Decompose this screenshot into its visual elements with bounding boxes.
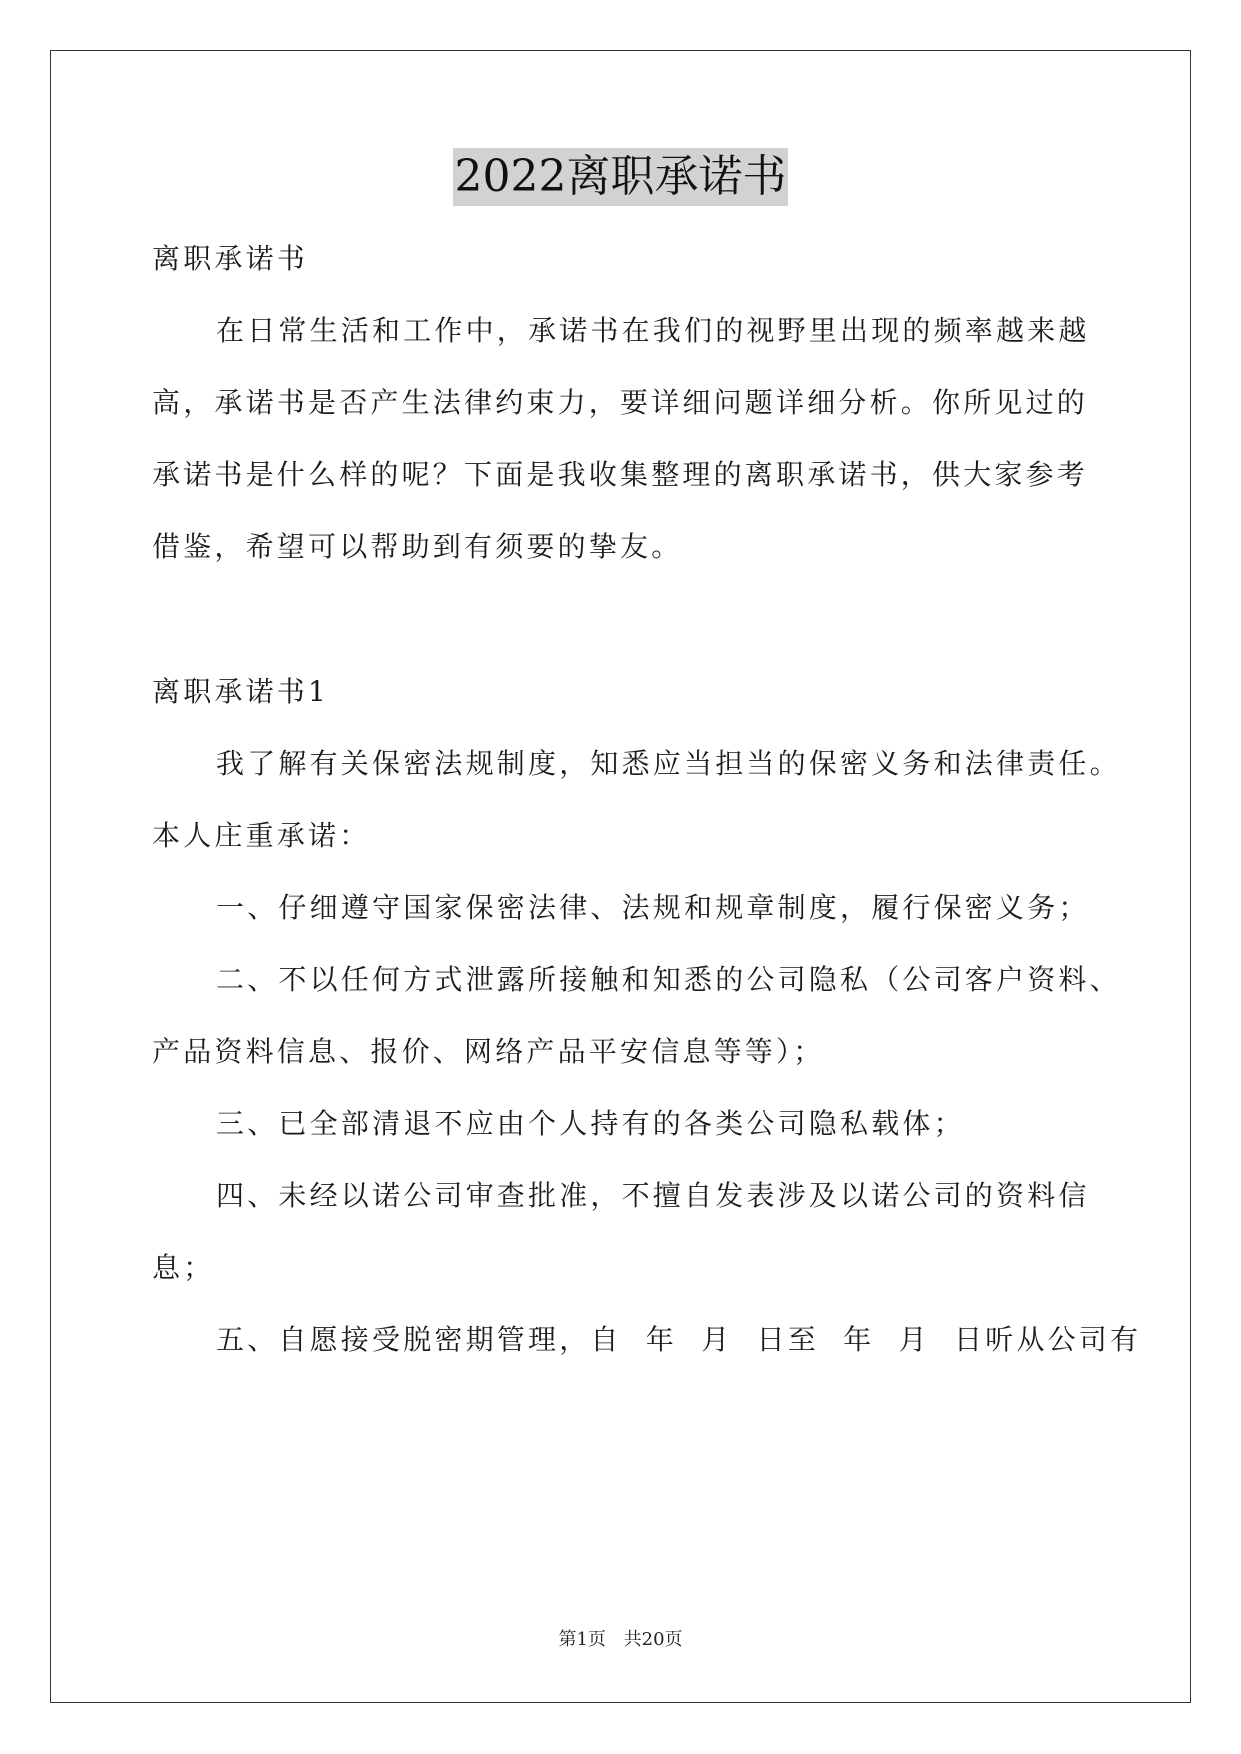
- page-border: [50, 50, 1191, 1703]
- page-number: 第1页: [558, 1629, 606, 1650]
- total-pages: 共20页: [623, 1629, 683, 1650]
- intro-paragraph-line: 承诺书是什么样的呢？下面是我收集整理的离职承诺书，供大家参考: [152, 458, 1089, 491]
- title-container: [0, 148, 1241, 206]
- commitment-item-1: 一、仔细遵守国家保密法律、法规和规章制度，履行保密义务；: [216, 891, 1090, 924]
- commitment-item-2-cont: 产品资料信息、报价、网络产品平安信息等等）；: [152, 1035, 825, 1068]
- section-paragraph-line: 我了解有关保密法规制度，知悉应当担当的保密义务和法律责任。: [216, 747, 1121, 780]
- intro-paragraph-line: 借鉴，希望可以帮助到有须要的挚友。: [152, 530, 683, 563]
- commitment-item-4-cont: 息；: [152, 1251, 215, 1284]
- intro-paragraph-line: 在日常生活和工作中，承诺书在我们的视野里出现的频率越来越: [216, 314, 1090, 347]
- commitment-item-3: 三、已全部清退不应由个人持有的各类公司隐私载体；: [216, 1107, 965, 1140]
- section-heading: 离职承诺书1: [152, 675, 330, 708]
- intro-heading: 离职承诺书: [152, 242, 309, 275]
- document-title: 2022离职承诺书: [453, 148, 789, 206]
- section-paragraph-line: 本人庄重承诺：: [152, 819, 371, 852]
- intro-paragraph-line: 高，承诺书是否产生法律约束力，要详细问题详细分析。你所见过的: [152, 386, 1089, 419]
- commitment-item-4: 四、未经以诺公司审查批准，不擅自发表涉及以诺公司的资料信: [216, 1179, 1090, 1212]
- commitment-item-5: 五、自愿接受脱密期管理，自 年 月 日至 年 月 日听从公司有: [216, 1323, 1142, 1356]
- page-footer: [0, 1628, 1241, 1652]
- commitment-item-2: 二、不以任何方式泄露所接触和知悉的公司隐私（公司客户资料、: [216, 963, 1121, 996]
